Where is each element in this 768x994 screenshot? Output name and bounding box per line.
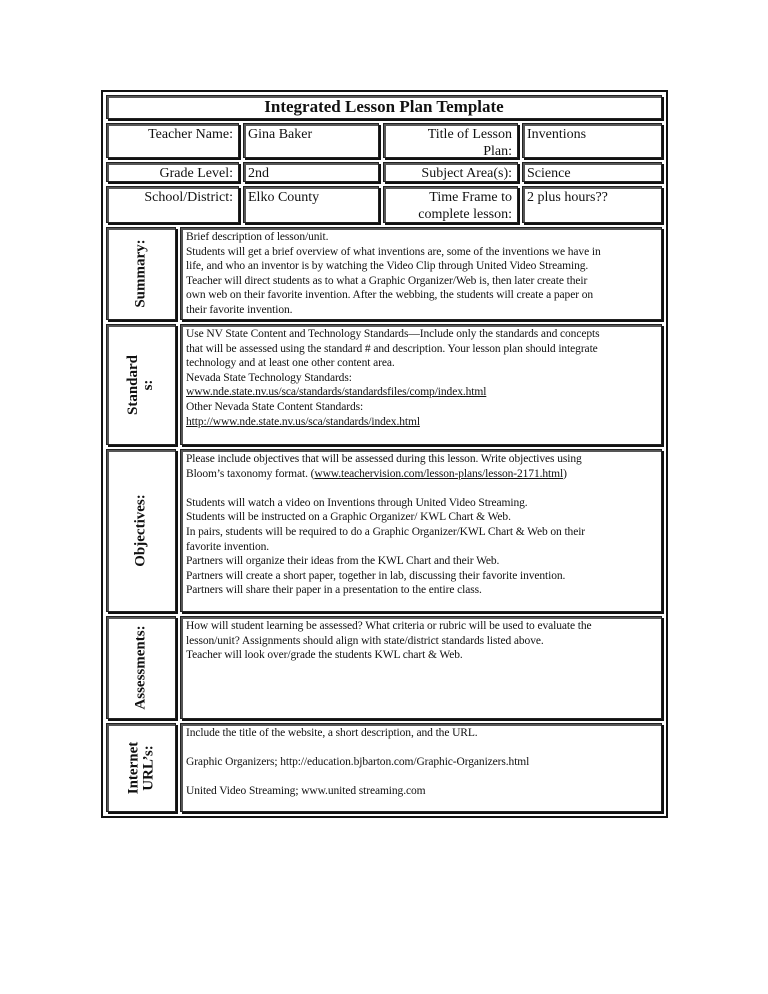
- teacher-name-value: Gina Baker: [243, 123, 379, 158]
- lesson-title-label-line-1: Title of Lesson: [427, 127, 512, 142]
- school-district-label: School/District:: [106, 186, 239, 223]
- summary-label: Summary:: [132, 239, 149, 308]
- school-district-value: Elko County: [243, 186, 379, 223]
- standards-line: technology and at least one other content area.: [186, 357, 395, 370]
- objectives-line: Students will be instructed on a Graphic Organizer/ KWL Chart & Web.: [186, 511, 511, 524]
- assessments-line: lesson/unit? Assignments should align with state/district standards listed above.: [186, 634, 544, 647]
- standards-label: [126, 354, 156, 414]
- objectives-content: [180, 449, 662, 612]
- standards-line: that will be assessed using the standard # and description. Your lesson plan should integrate: [186, 342, 598, 355]
- objectives-intro-text: Bloom’s taxonomy format. (: [186, 467, 315, 480]
- standards-label-line-2: s:: [140, 379, 156, 390]
- assessments-label-cell: [106, 616, 176, 719]
- lesson-title-value: Inventions: [522, 123, 662, 158]
- internet-urls-content: [180, 723, 662, 812]
- nv-content-standards-link[interactable]: http://www.nde.state.nv.us/sca/standards/index.html: [186, 415, 420, 428]
- summary-line: their favorite invention.: [186, 303, 293, 316]
- subject-area-label: Subject Area(s):: [383, 162, 518, 182]
- summary-line: Students will get a brief overview of what inventions are, some of the inventions we have in: [186, 245, 601, 258]
- objectives-label: Objectives:: [132, 494, 149, 567]
- objectives-line: Partners will share their paper in a presentation to the entire class.: [186, 584, 482, 597]
- time-frame-label-line-2: complete lesson:: [418, 207, 512, 222]
- teachervision-link[interactable]: www.teachervision.com/lesson-plans/lesson-2171.html: [314, 467, 564, 480]
- united-streaming-url: United Video Streaming; www.united streaming.com: [186, 785, 426, 798]
- standards-content: [180, 324, 662, 445]
- summary-line: own web on their favorite invention. After the webbing, the students will create a paper on: [186, 289, 594, 302]
- summary-line: Brief description of lesson/unit.: [186, 231, 329, 243]
- standards-label-cell: [106, 324, 176, 445]
- summary-line: life, and who an inventor is by watching the Video Clip through United Video Streaming.: [186, 260, 589, 273]
- objectives-line: Partners will create a short paper, together in lab, discussing their favorite invention.: [186, 569, 566, 582]
- subject-area-value: Science: [522, 162, 662, 182]
- lesson-title-label-line-2: Plan:: [483, 144, 512, 159]
- time-frame-label-line-1: Time Frame to: [429, 190, 512, 205]
- objectives-line: Students will watch a video on Inventions through United Video Streaming.: [186, 496, 528, 509]
- page-title: Integrated Lesson Plan Template: [106, 95, 662, 119]
- assessments-line: Teacher will look over/grade the students KWL chart & Web.: [186, 649, 463, 662]
- assessments-content: [180, 616, 662, 719]
- objectives-line: favorite invention.: [186, 540, 270, 553]
- internet-urls-label-cell: [106, 723, 176, 812]
- objectives-line: Please include objectives that will be assessed during this lesson. Write objectives using: [186, 453, 582, 465]
- summary-line: Teacher will direct students as to what a Graphic Organizer/Web is, then later create their: [186, 274, 588, 287]
- time-frame-value: 2 plus hours??: [522, 186, 662, 223]
- standards-label-line-1: Standard: [125, 354, 141, 415]
- graphic-organizers-url: Graphic Organizers; http://education.bjbarton.com/Graphic-Organizers.html: [186, 756, 530, 769]
- internet-label-line-2: URL’s:: [140, 744, 156, 791]
- objectives-label-cell: [106, 449, 176, 612]
- assessments-label: Assessments:: [132, 625, 149, 710]
- summary-content: [180, 227, 662, 320]
- internet-label-line-1: Internet: [125, 741, 141, 794]
- objectives-line: Partners will organize their ideas from the KWL Chart and their Web.: [186, 555, 500, 568]
- grade-level-label: Grade Level:: [106, 162, 239, 182]
- objectives-intro-text: ): [563, 467, 567, 480]
- time-frame-label: [383, 186, 518, 223]
- summary-label-cell: [106, 227, 176, 320]
- internet-urls-label: [126, 741, 156, 794]
- assessments-line: How will student learning be assessed? What criteria or rubric will be used to evaluate the: [186, 620, 592, 632]
- standards-line: Nevada State Technology Standards:: [186, 371, 352, 384]
- standards-line: Other Nevada State Content Standards:: [186, 400, 364, 413]
- nv-technology-standards-link[interactable]: www.nde.state.nv.us/sca/standards/standardsfiles/comp/index.html: [186, 386, 487, 399]
- internet-line: Include the title of the website, a short description, and the URL.: [186, 727, 478, 739]
- objectives-line: In pairs, students will be required to do a Graphic Organizer/KWL Chart & Web on their: [186, 525, 586, 538]
- objectives-line: [186, 467, 657, 482]
- lesson-title-label: [383, 123, 518, 158]
- standards-line: Use NV State Content and Technology Standards—Include only the standards and concepts: [186, 328, 600, 340]
- teacher-name-label: Teacher Name:: [106, 123, 239, 158]
- grade-level-value: 2nd: [243, 162, 379, 182]
